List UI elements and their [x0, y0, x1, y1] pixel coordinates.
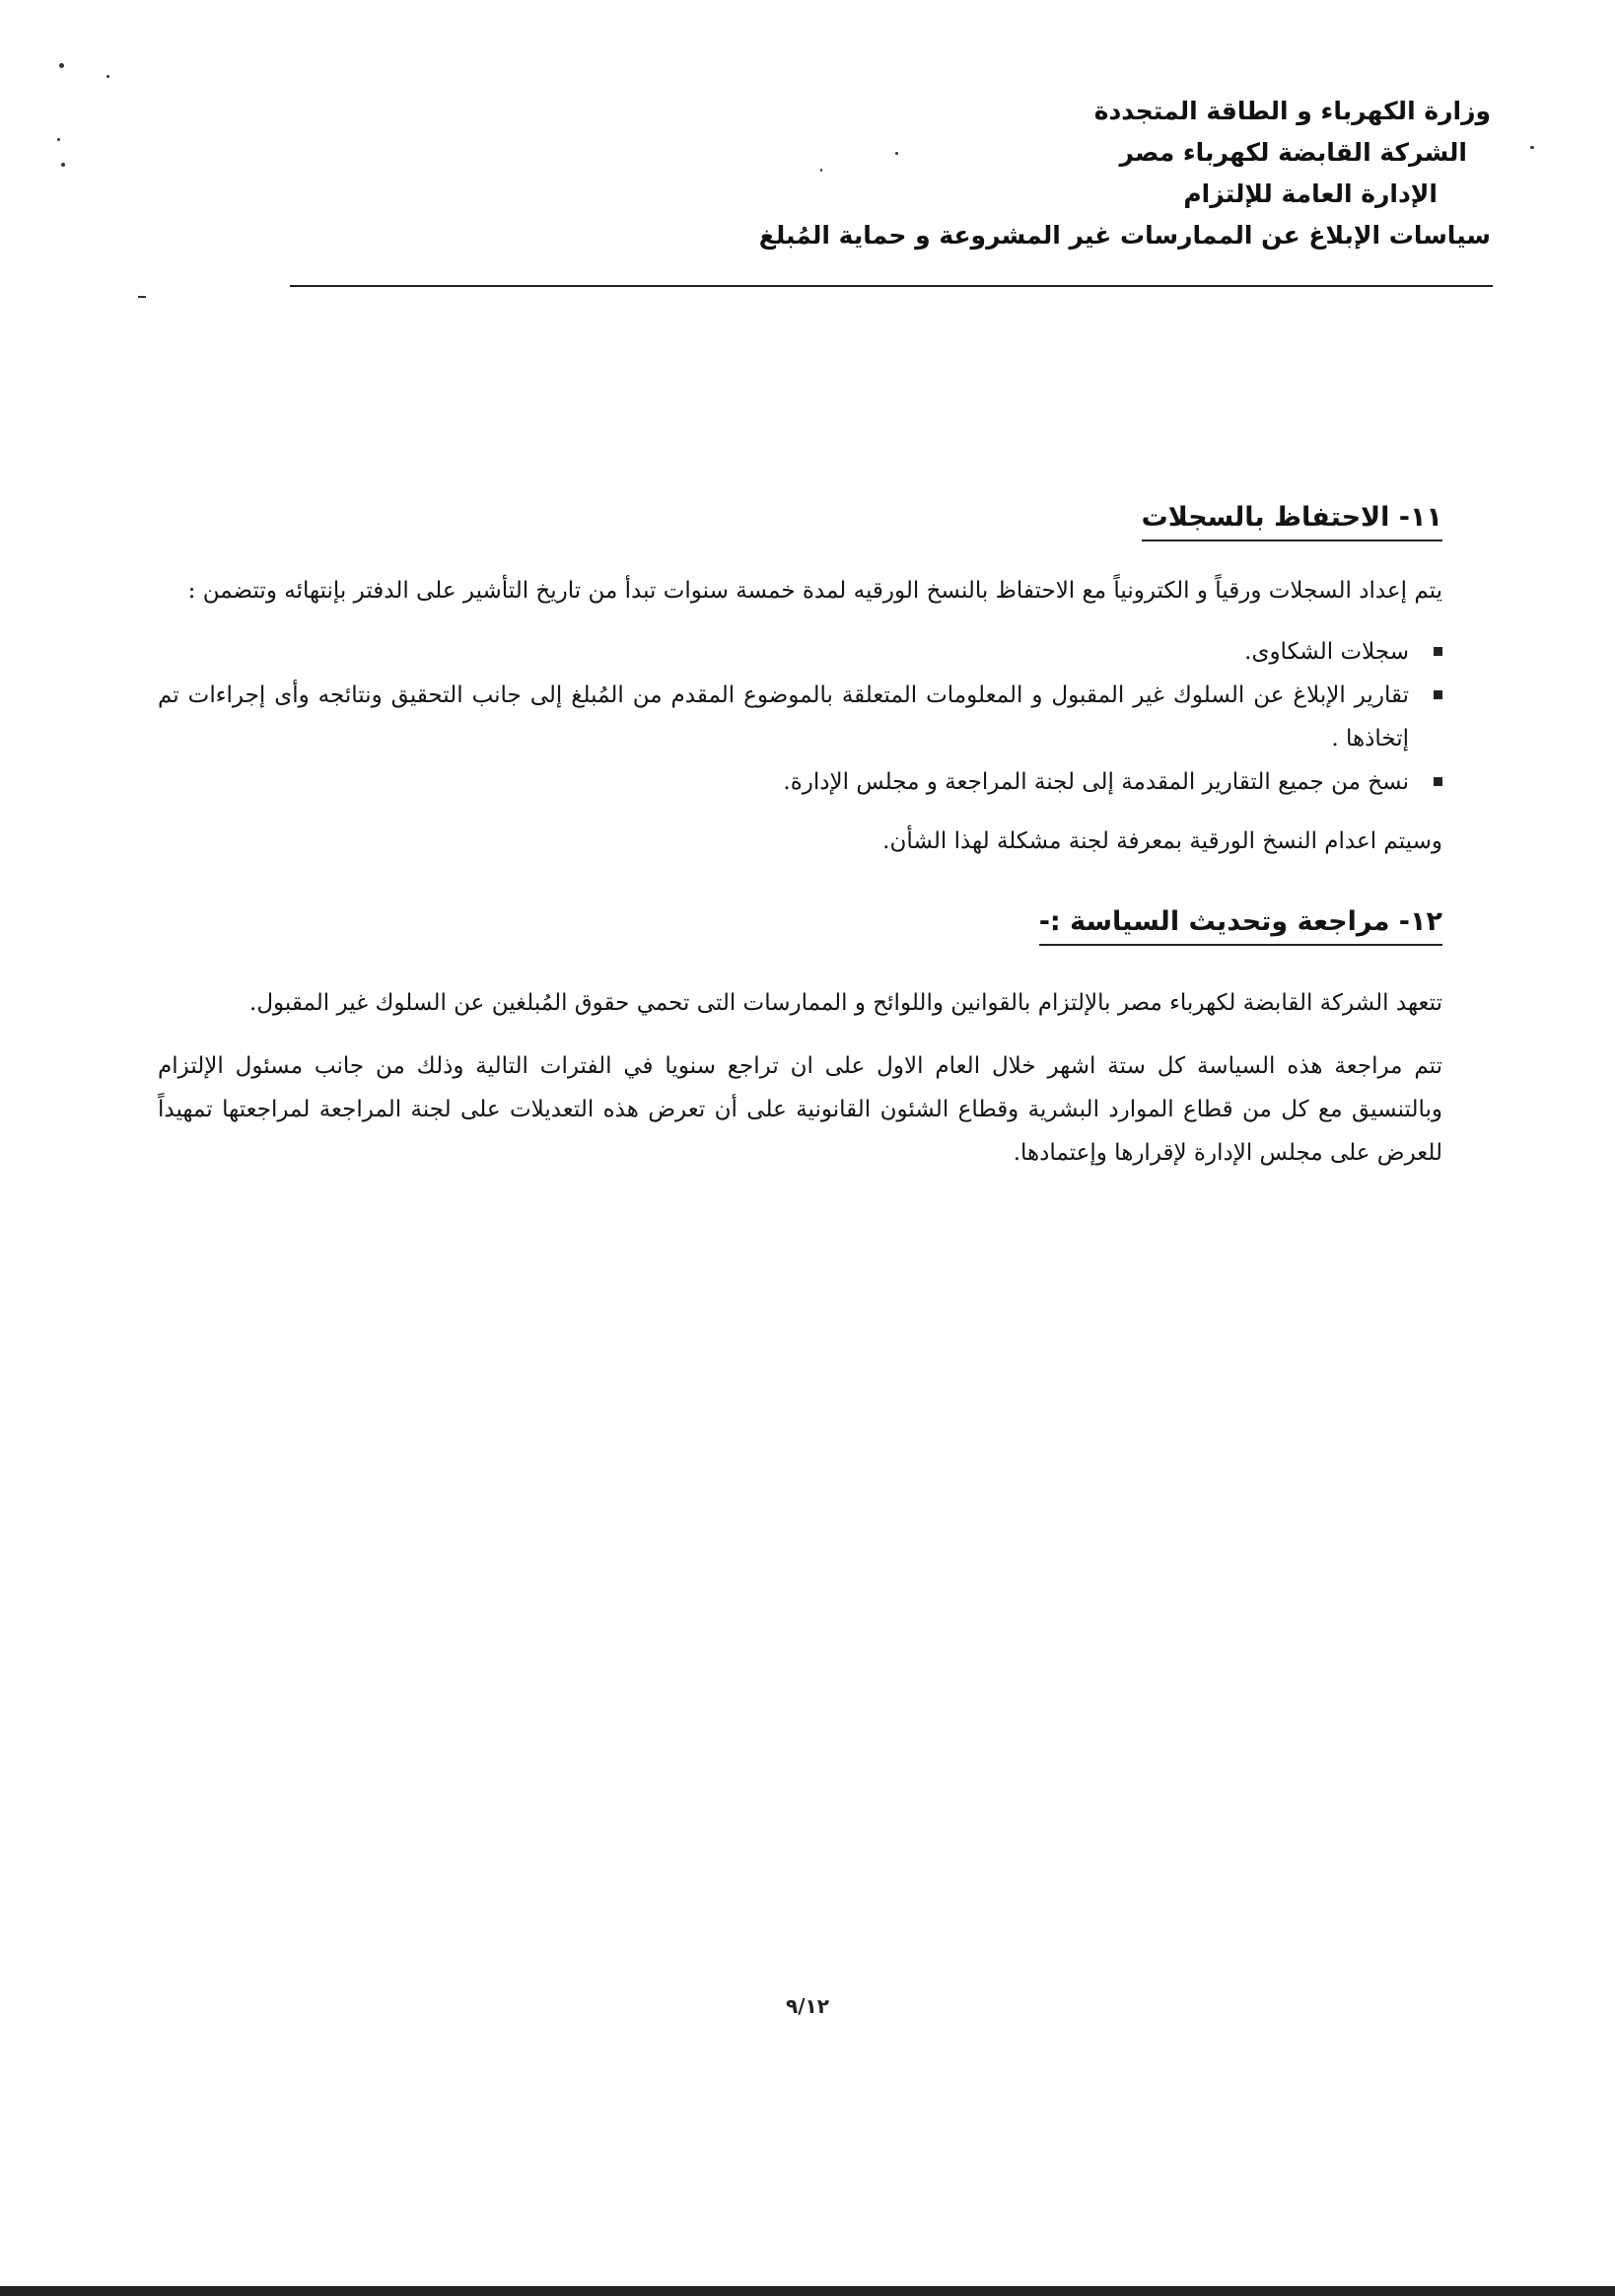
section-12-paragraph-1: تتعهد الشركة القابضة لكهرباء مصر بالإلتزام بالقوانين واللوائح و الممارسات التى تحمي حقوق المُبلغين عن السلوك غير المقبول.: [249, 990, 1442, 1016]
scan-speck: [138, 296, 146, 298]
company-name: الشركة القابضة لكهرباء مصر: [1119, 138, 1467, 167]
section-11-intro: يتم إعداد السجلات ورقياً و الكترونياً مع الاحتفاظ بالنسخ الورقيه لمدة خمسة سنوات تبدأ من تاريخ التأشير على الدفتر بإنتهائه وتتضمن :: [187, 578, 1442, 604]
list-item-text: تقارير الإبلاغ عن السلوك غير المقبول و المعلومات المتعلقة بالموضوع المقدم من المُبلغ إلى جانب التحقيق ونتائجه وأى إجراءات تم إتخاذها .: [158, 682, 1409, 752]
header-divider: [290, 285, 1493, 287]
document-body: [158, 498, 1442, 1175]
scan-speck: [106, 75, 109, 78]
bullet-square-icon: [1434, 777, 1442, 786]
section-12-paragraph-2: تتم مراجعة هذه السياسة كل ستة اشهر خلال العام الاول على ان تراجع سنويا في الفترات التالية وذلك من جانب مسئول الإلتزام وبالتنسيق مع كل من قطاع الموارد البشرية وقطاع الشئون القانونية على أن تعرض هذه التعديلات على لجنة المراجعة لمراجعتها تمهيداً للعرض على مجلس الإدارة لإقرارها وإعتمادها.: [158, 1053, 1442, 1166]
section-11-heading: ١١- الاحتفاظ بالسجلات: [1142, 498, 1442, 541]
section-11-closing: وسيتم اعدام النسخ الورقية بمعرفة لجنة مشكلة لهذا الشأن.: [882, 828, 1442, 854]
bullet-square-icon: [1434, 647, 1442, 656]
policy-title: سياسات الإبلاغ عن الممارسات غير المشروعة و حماية المُبلغ: [758, 221, 1491, 250]
records-list: [158, 630, 1442, 804]
scan-speck: [1530, 146, 1534, 149]
scan-speck: [61, 163, 65, 167]
page-number: ٩/١٢: [786, 1994, 829, 2018]
letterhead: [308, 91, 1491, 256]
list-item: [158, 760, 1442, 804]
list-item: [158, 674, 1442, 760]
scan-speck: [59, 63, 64, 68]
scan-bottom-edge: [0, 2286, 1615, 2296]
ministry-name: وزارة الكهرباء و الطاقة المتجددة: [1093, 97, 1491, 125]
department-name: الإدارة العامة للإلتزام: [1183, 179, 1438, 208]
bullet-square-icon: [1434, 690, 1442, 699]
list-item-text: نسخ من جميع التقارير المقدمة إلى لجنة المراجعة و مجلس الإدارة.: [783, 769, 1409, 795]
list-item: [158, 630, 1442, 674]
list-item-text: سجلات الشكاوى.: [1244, 639, 1409, 665]
section-12-heading: ١٢- مراجعة وتحديث السياسة :-: [1039, 902, 1442, 946]
scan-speck: [57, 138, 60, 141]
